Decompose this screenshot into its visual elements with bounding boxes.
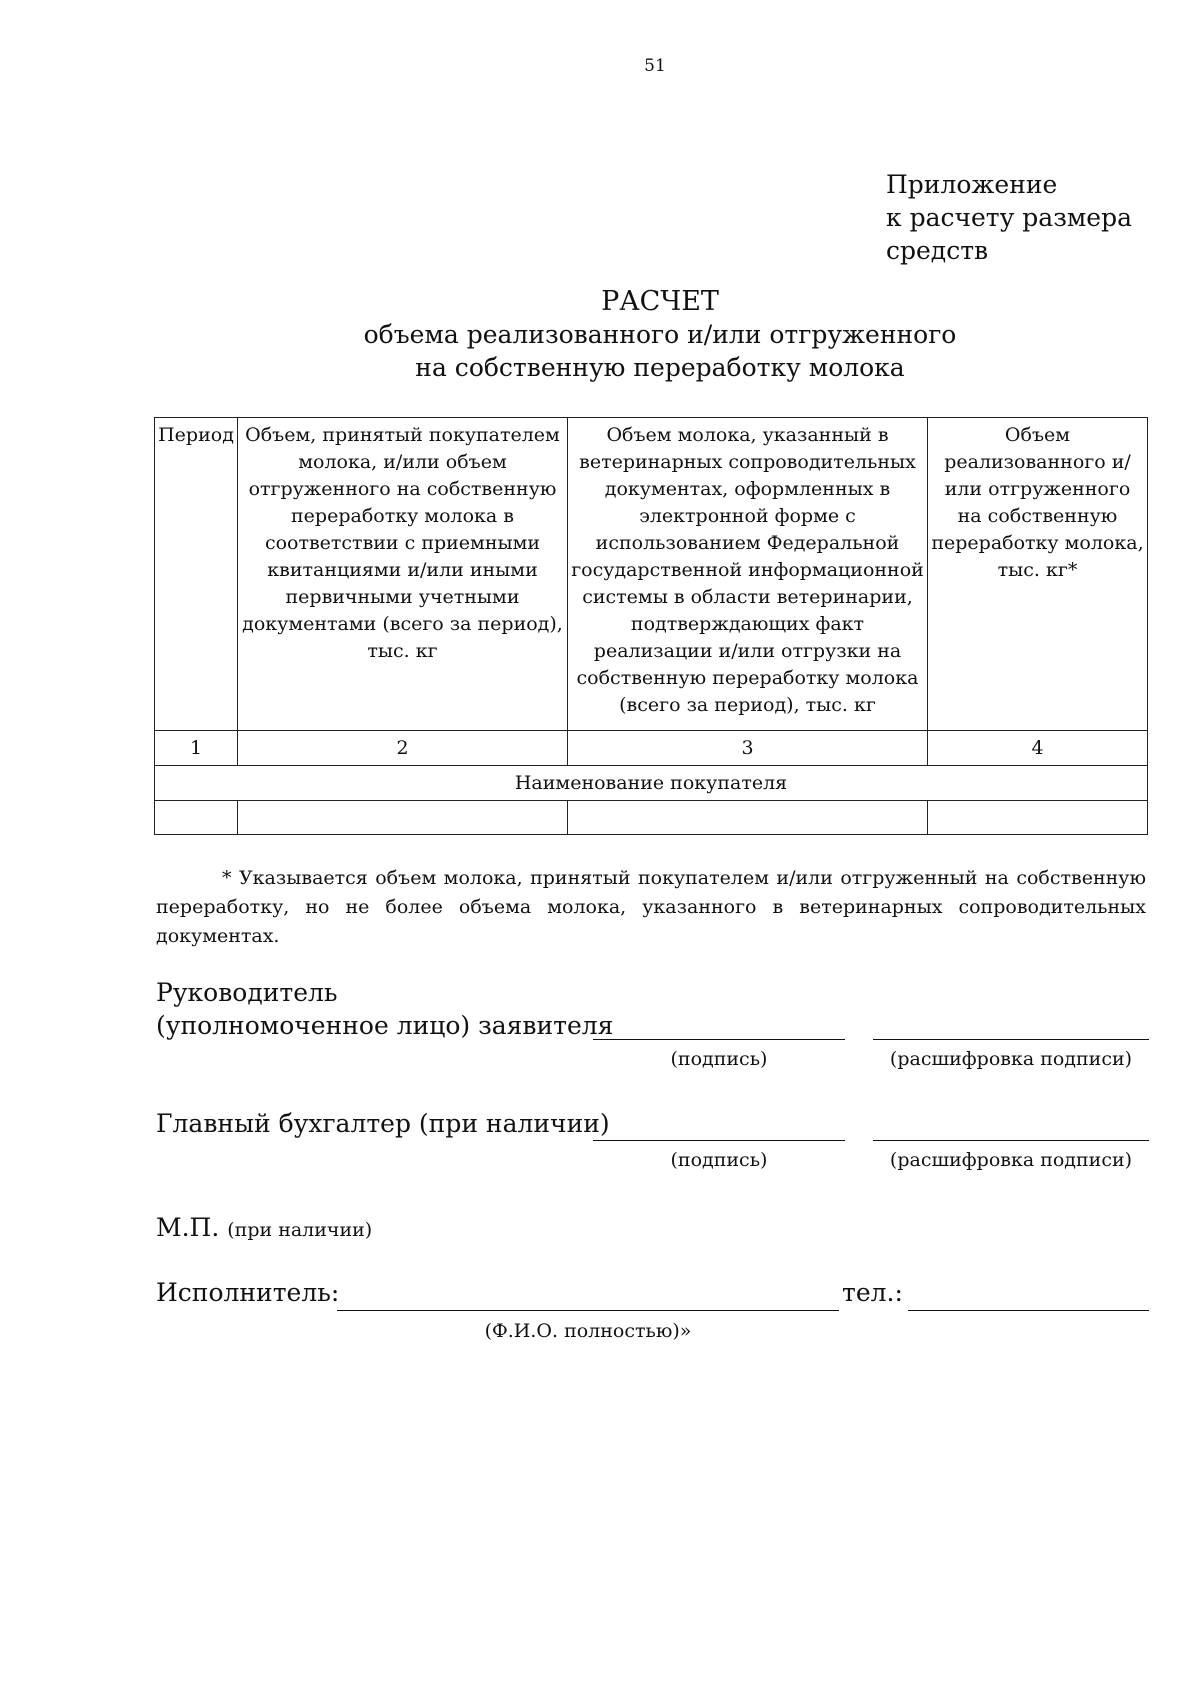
head-signature-line[interactable] (593, 1039, 845, 1040)
appendix-note (886, 168, 1132, 267)
executor-name-line[interactable] (337, 1310, 839, 1311)
header-period: Период (155, 418, 238, 731)
stamp-place (156, 1211, 372, 1247)
appendix-line-1: Приложение (886, 170, 1058, 199)
column-number: 1 (155, 731, 238, 766)
phone-line[interactable] (908, 1310, 1149, 1311)
phone-label: тел.: (842, 1278, 903, 1307)
header-veterinary-volume: Объем молока, указанный в ветеринарных сопроводительных документах, оформленных в электронной форме с использованием Федеральной государственной информационной системы в области ветеринарии, подтверждающих факт реализации и/или отгрузки на собственную переработку молока (всего за период), тыс. кг (568, 418, 928, 731)
table-number-row (155, 731, 1148, 766)
header-realized-volume: Объем реализованного и/или отгруженного на собственную переработку молока, тыс. кг* (928, 418, 1148, 731)
table-header-row (155, 418, 1148, 731)
buyer-name-label: Наименование покупателя (155, 766, 1148, 801)
head-label (156, 976, 613, 1042)
decoding-caption: (расшифровка подписи) (889, 1149, 1133, 1171)
header-accepted-volume: Объем, принятый покупателем молока, и/или объем отгруженного на собственную переработку молока в соответствии с приемными квитанциями и/или иными первичными учетными документами (всего за период), тыс. кг (238, 418, 568, 731)
table-cell (928, 801, 1148, 835)
column-number: 3 (568, 731, 928, 766)
head-decoding-line[interactable] (873, 1039, 1149, 1040)
signature-caption: (подпись) (670, 1149, 768, 1171)
accountant-signature-line[interactable] (593, 1140, 845, 1141)
title-line-2: объема реализованного и/или отгруженного (363, 320, 957, 349)
accountant-decoding-line[interactable] (873, 1140, 1149, 1141)
appendix-line-2: к расчету размера (886, 203, 1132, 232)
column-number: 2 (238, 731, 568, 766)
column-number: 4 (928, 731, 1148, 766)
table-cell (155, 801, 238, 835)
title-line-3: на собственную переработку молока (415, 353, 905, 382)
appendix-line-3: средств (886, 236, 989, 265)
table-row (155, 801, 1148, 835)
table-cell (568, 801, 928, 835)
signature-caption: (подпись) (670, 1048, 768, 1070)
calculation-table (154, 417, 1148, 835)
document-title (160, 285, 1160, 384)
table-cell (238, 801, 568, 835)
head-line-1: Руководитель (156, 978, 338, 1007)
stamp-label: М.П. (156, 1213, 220, 1242)
executor-label: Исполнитель: (156, 1278, 340, 1307)
title-main: РАСЧЕТ (601, 286, 719, 317)
fio-caption: (Ф.И.О. полностью)» (484, 1320, 692, 1342)
decoding-caption: (расшифровка подписи) (889, 1048, 1133, 1070)
table-buyer-row (155, 766, 1148, 801)
accountant-label: Главный бухгалтер (при наличии) (156, 1109, 610, 1138)
page-number: 51 (644, 56, 666, 76)
footnote-text: * Указывается объем молока, принятый покупателем и/или отгруженный на собственную переработку, но не более объема молока, указанного в ветеринарных сопроводительных документах. (156, 867, 1146, 947)
stamp-note: (при наличии) (227, 1219, 373, 1241)
head-line-2: (уполномоченное лицо) заявителя (156, 1011, 614, 1040)
footnote (156, 864, 1146, 951)
